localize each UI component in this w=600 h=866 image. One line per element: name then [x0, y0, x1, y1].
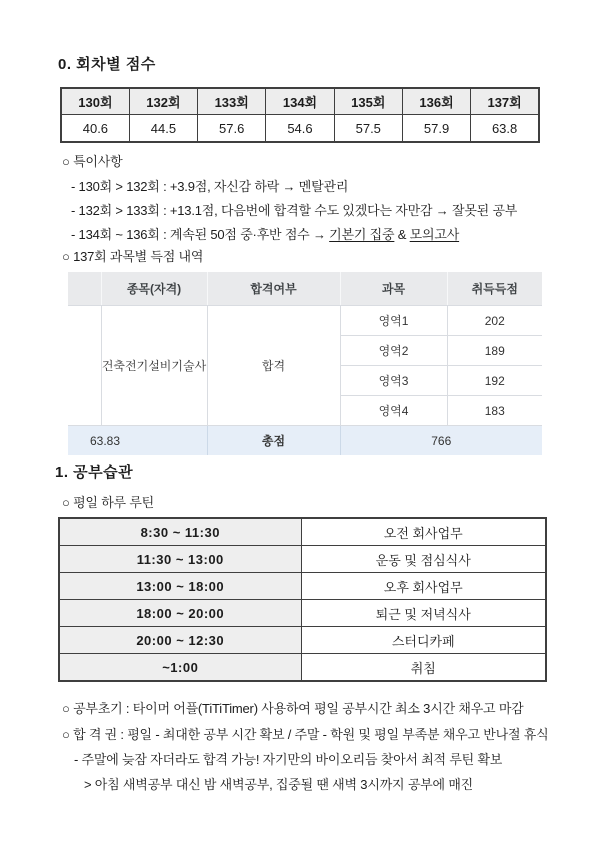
routine-row [59, 518, 546, 546]
detail-footer-row [68, 426, 542, 456]
pass-header-cell: 합격여부 [207, 272, 340, 306]
routine-row [59, 573, 546, 600]
score-header-cell: 133회 [198, 88, 266, 115]
detail-section-title: ○ 137회 과목별 득점 내역 [62, 249, 204, 264]
score-value-cell: 63.8 [471, 115, 539, 143]
score-value-cell: 54.6 [266, 115, 334, 143]
blank-header-cell [68, 272, 101, 306]
underlined-keyword: 모의고사 [409, 227, 460, 242]
routine-row [59, 546, 546, 573]
score-value-cell: 57.6 [198, 115, 266, 143]
score-value-cell: 57.9 [402, 115, 470, 143]
pass-status-cell: 합격 [207, 306, 340, 426]
routine-row [59, 654, 546, 682]
study-note-item: - 주말에 늦잠 자더라도 합격 가능! 자기만의 바이오리듬 찾아서 최적 루틴 확보 [74, 752, 503, 767]
score-value-row [61, 115, 539, 143]
score-header-cell: 136회 [402, 88, 470, 115]
area-name-cell: 영역4 [340, 396, 447, 426]
activity-cell: 스터디카페 [301, 627, 546, 654]
activity-cell: 취침 [301, 654, 546, 682]
subject-score-table [68, 272, 542, 455]
area-score-cell: 189 [447, 336, 542, 366]
special-note-item: - 132회 > 133회 : +13.1점, 다음번에 합격할 수도 있겠다는 자만감 → 잘못된 공부 [71, 203, 518, 218]
area-header-cell: 과목 [340, 272, 447, 306]
subject-name-cell: 건축전기설비기술사 [101, 306, 207, 426]
area-score-cell: 202 [447, 306, 542, 336]
routine-row [59, 627, 546, 654]
area-score-cell: 183 [447, 396, 542, 426]
routine-row [59, 600, 546, 627]
routine-section-title: ○ 평일 하루 루틴 [62, 495, 155, 510]
daily-routine-table [58, 517, 547, 682]
time-cell: 18:00 ~ 20:00 [59, 600, 301, 627]
score-header-cell: 137회 [471, 88, 539, 115]
activity-cell: 오후 회사업무 [301, 573, 546, 600]
detail-body-row [68, 306, 542, 336]
activity-cell: 운동 및 점심식사 [301, 546, 546, 573]
section-title-scores: 0. 회차별 점수 [58, 56, 156, 73]
score-header-cell: 135회 [334, 88, 402, 115]
average-score-cell: 63.83 [68, 426, 207, 456]
score-header-cell: 130회 [61, 88, 129, 115]
area-score-cell: 192 [447, 366, 542, 396]
special-notes-title: ○ 특이사항 [62, 154, 123, 169]
subject-header-cell: 종목(자격) [101, 272, 207, 306]
score-header-cell: 134회 [266, 88, 334, 115]
study-note-item: ○ 공부초기 : 타이머 어플(TiTiTimer) 사용하여 평일 공부시간 최소 3시간 채우고 마감 [62, 701, 524, 716]
special-note-text: - 134회 ~ 136회 : 계속된 50점 중·후반 점수 → [71, 227, 330, 242]
special-note-item [71, 224, 459, 243]
area-name-cell: 영역3 [340, 366, 447, 396]
time-cell: 11:30 ~ 13:00 [59, 546, 301, 573]
area-name-cell: 영역2 [340, 336, 447, 366]
activity-cell: 퇴근 및 저녁식사 [301, 600, 546, 627]
special-note-text: & [394, 227, 410, 242]
study-note-item: ○ 합 격 권 : 평일 - 최대한 공부 시간 확보 / 주말 - 학원 및 평일 부족분 채우고 반나절 휴식 [62, 727, 549, 742]
total-label-cell: 총점 [207, 426, 340, 456]
study-note-item: > 아침 새벽공부 대신 밤 새벽공부, 집중될 땐 새벽 3시까지 공부에 매진 [84, 777, 474, 792]
score-value-cell: 40.6 [61, 115, 129, 143]
time-cell: 13:00 ~ 18:00 [59, 573, 301, 600]
score-value-cell: 57.5 [334, 115, 402, 143]
time-cell: ~1:00 [59, 654, 301, 682]
activity-cell: 오전 회사업무 [301, 518, 546, 546]
time-cell: 8:30 ~ 11:30 [59, 518, 301, 546]
section-title-habits: 1. 공부습관 [55, 464, 134, 481]
blank-cell [68, 306, 101, 426]
session-score-table [60, 87, 540, 143]
score-header-row [61, 88, 539, 115]
total-score-cell: 766 [340, 426, 542, 456]
score-header-cell: 취득득점 [447, 272, 542, 306]
detail-header-row [68, 272, 542, 306]
underlined-keyword: 기본기 집중 [329, 227, 395, 242]
score-header-cell: 132회 [129, 88, 197, 115]
time-cell: 20:00 ~ 12:30 [59, 627, 301, 654]
score-value-cell: 44.5 [129, 115, 197, 143]
special-note-item: - 130회 > 132회 : +3.9점, 자신감 하락 → 멘탈관리 [71, 179, 349, 194]
area-name-cell: 영역1 [340, 306, 447, 336]
